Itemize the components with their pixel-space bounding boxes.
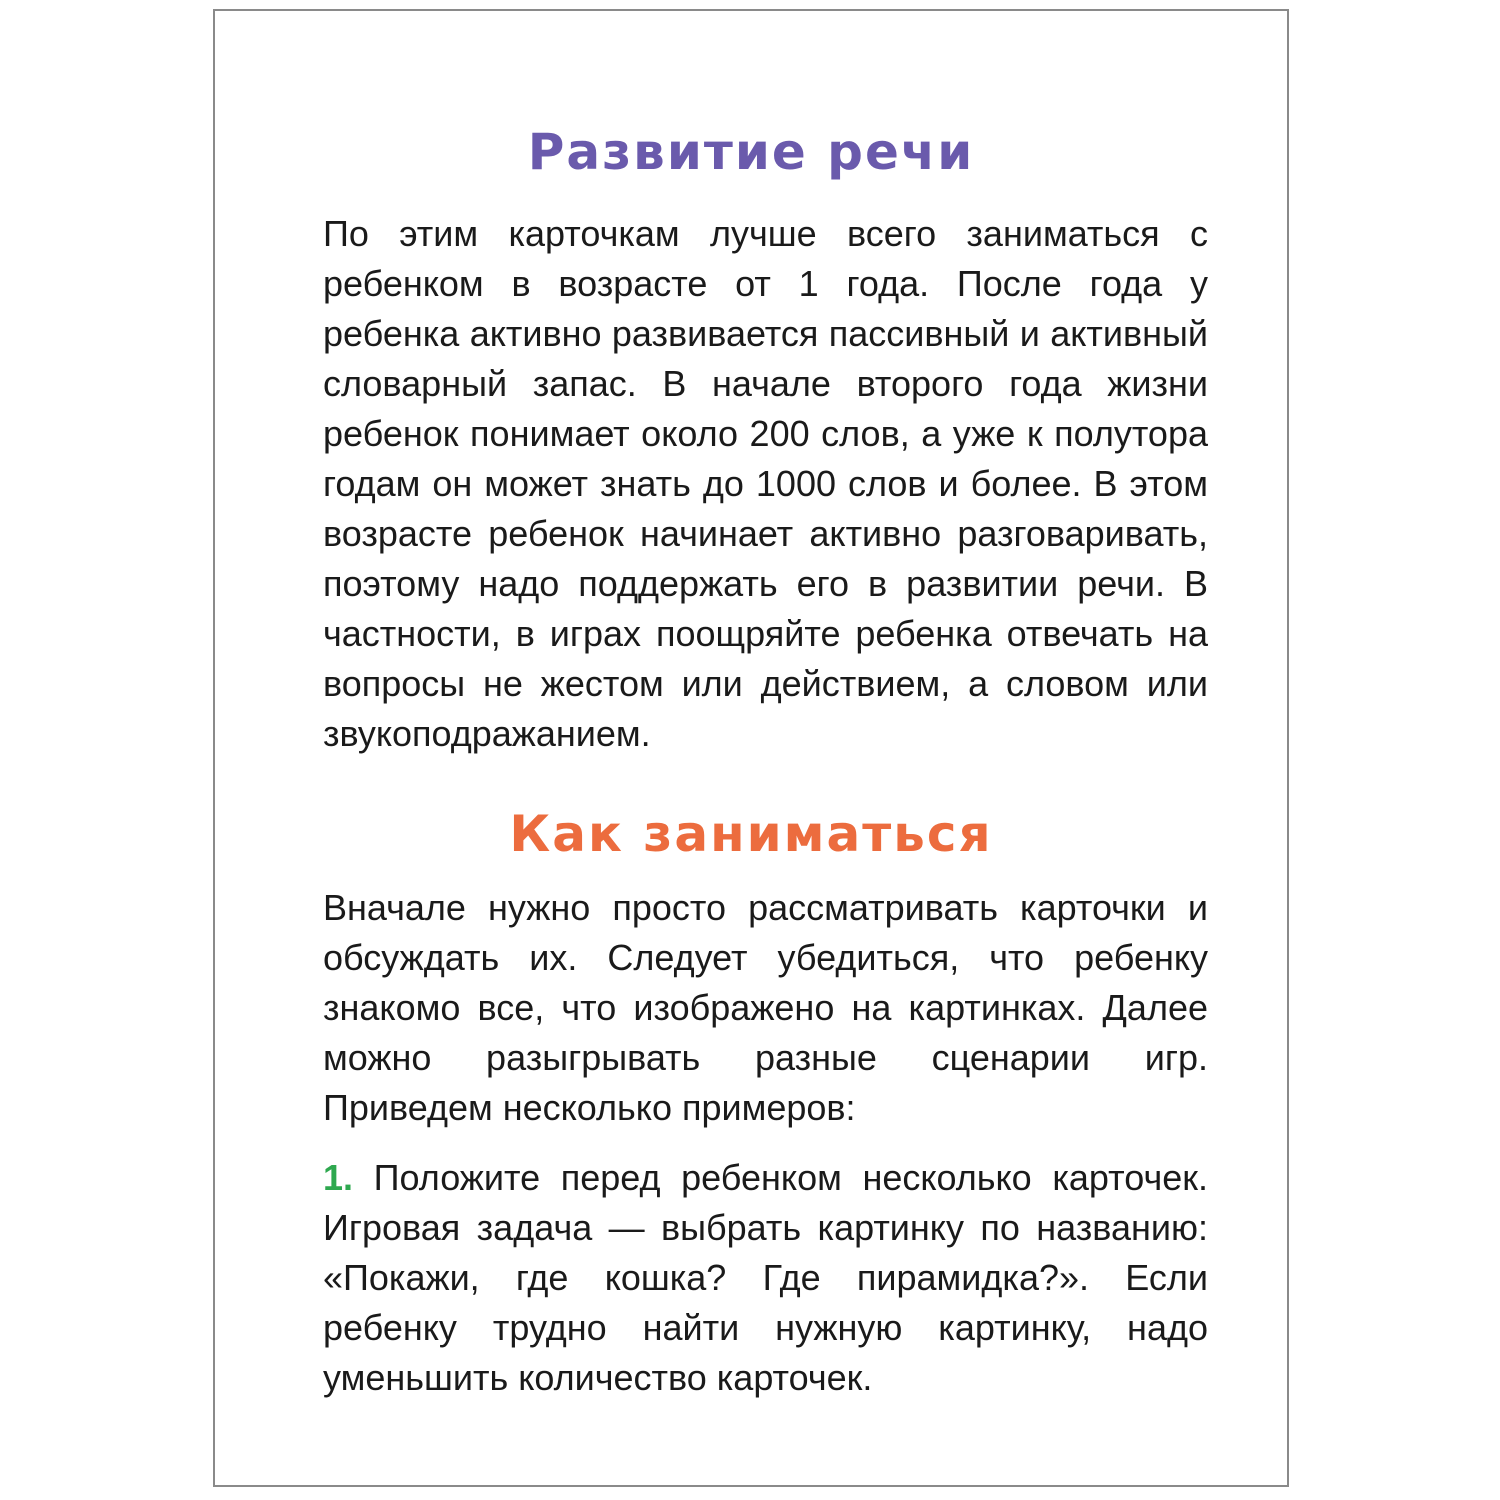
list-item-text: Положите перед ребенком несколько карточек. Игровая задача — выбрать картинку по названию: «Покажи, где кошка? Где пирамидка?». Если ребенку трудно найти нужную картинку, надо уменьшить количество карточек. — [323, 1157, 1208, 1398]
instruction-card — [213, 9, 1289, 1487]
list-item — [323, 1153, 1208, 1403]
how-to-practice-paragraph: Вначале нужно просто рассматривать карточки и обсуждать их. Следует убедиться, что ребенку знакомо все, что изображено на картинках. Далее можно разыгрывать разные сценарии игр. Приведем несколько примеров: — [323, 887, 1208, 1128]
speech-development-paragraph: По этим карточкам лучше всего заниматься с ребенком в возрасте от 1 года. После года у ребенка активно развивается пассивный и активный словарный запас. В начале второго года жизни ребенок понимает около 200 слов, а уже к полутора годам он может знать до 1000 слов и более. В этом возрасте ребенок начинает активно разговаривать, поэтому надо поддержать его в развитии речи. В частности, в играх поощряйте ребенка отвечать на вопросы не жестом или действием, а словом или звукоподражанием. — [323, 213, 1208, 754]
section-title-how-to-practice: Как заниматься — [509, 805, 993, 863]
section-title-speech-development: Развитие речи — [527, 123, 975, 181]
list-item-number: 1. — [323, 1157, 354, 1198]
